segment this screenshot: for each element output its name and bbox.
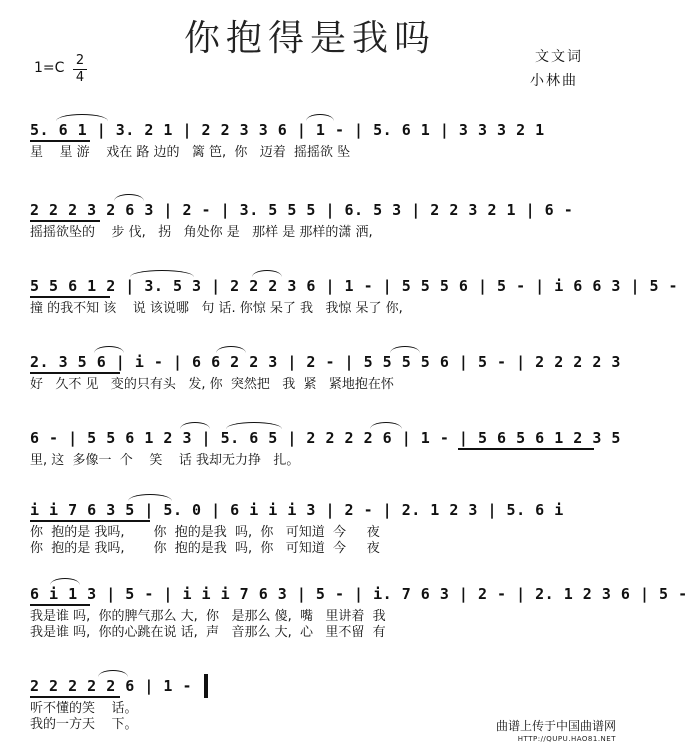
lyric-line-1: 里, 这 多像一 个 笑 话 我却无力挣 扎。	[30, 453, 300, 468]
lyric-line-2: 我的一方天 下。	[30, 717, 138, 732]
slur-mark	[130, 270, 194, 277]
notation-line: i i 7 6 3 5 | 5. 0 | 6 i i i 3 | 2 - | 2. 1 2 3 | 5. 6 i	[30, 501, 564, 519]
time-signature-bottom: 4	[75, 70, 85, 85]
notation-line: 2 2 2 2 2 6 | 1 -	[30, 677, 193, 695]
watermark-site-name: 曲谱上传于中国曲谱网	[495, 719, 616, 733]
notation-line: 6 i 1 3 | 5 - | i i i 7 6 3 | 5 - | i. 7 6 3 | 2 - | 2. 1 2 3 6 | 5 -	[30, 585, 688, 603]
lyric-line-1: 星 星 游 戏在 路 边的 篱 笆, 你 迈着 摇摇欲 坠	[30, 145, 351, 160]
key-signature: 1=C	[34, 60, 65, 76]
notation-line: 6 - | 5 5 6 1 2 3 | 5. 6 5 | 2 2 2 2 6 | 1 - | 5 6 5 6 1 2 3 5	[30, 429, 621, 447]
slur-mark	[114, 194, 144, 201]
beam-line	[30, 220, 100, 222]
slur-mark	[56, 114, 108, 121]
notation-line: 2 2 2 3 2 6 3 | 2 - | 3. 5 5 5 | 6. 5 3 | 2 2 3 2 1 | 6 -	[30, 201, 574, 219]
composer-credit: 小林曲	[530, 73, 578, 89]
slur-mark	[128, 494, 172, 501]
slur-mark	[216, 346, 246, 353]
lyric-line-1: 听不懂的笑 话。	[30, 701, 138, 716]
slur-mark	[180, 422, 210, 429]
slur-mark	[50, 578, 80, 585]
notation-line: 5. 6 1 | 3. 2 1 | 2 2 3 3 6 | 1 - | 5. 6 1 | 3 3 3 2 1	[30, 121, 545, 139]
slur-mark	[252, 270, 282, 277]
slur-mark	[226, 422, 282, 429]
slur-mark	[94, 346, 124, 353]
notation-line: 2. 3 5 6 | i - | 6 6 2 2 3 | 2 - | 5 5 5 5 6 | 5 - | 2 2 2 2 3	[30, 353, 621, 371]
slur-mark	[306, 114, 334, 121]
song-title: 你抱得是我吗	[183, 18, 436, 59]
time-signature	[73, 54, 87, 85]
lyric-line-1: 你 抱的是 我吗, 你 抱的是我 吗, 你 可知道 今 夜	[30, 525, 380, 540]
lyric-line-1: 摇摇欲坠的 步 伐, 拐 角处你 是 那样 是 那样的潇 洒,	[30, 225, 373, 240]
lyric-line-1: 我是谁 吗, 你的脾气那么 大, 你 是那么 傻, 嘴 里讲着 我	[30, 609, 386, 624]
lyric-line-1: 好 久不 见 变的只有头 发, 你 突然把 我 紧 紧地抱在怀	[30, 377, 394, 392]
beam-line	[30, 696, 120, 698]
final-barline	[204, 674, 208, 698]
beam-line	[30, 372, 120, 374]
watermark-url: HTTP://QUPU.HAO81.NET	[517, 735, 616, 743]
site-watermark	[496, 720, 616, 746]
lyric-line-2: 我是谁 吗, 你的心跳在说 话, 声 音那么 大, 心 里不留 有	[30, 625, 386, 640]
lyric-line-2: 你 抱的是 我吗, 你 抱的是我 吗, 你 可知道 今 夜	[30, 541, 380, 556]
beam-line	[30, 604, 90, 606]
notation-line: 5 5 6 1 2 | 3. 5 3 | 2 2 2 3 6 | 1 - | 5 5 5 6 | 5 - | i 6 6 3 | 5 -	[30, 277, 679, 295]
slur-mark	[390, 346, 420, 353]
slur-mark	[370, 422, 402, 429]
lyricist-credit: 文文词	[535, 49, 583, 65]
time-signature-top: 2	[75, 53, 85, 68]
beam-line	[458, 448, 594, 450]
beam-line	[30, 520, 150, 522]
beam-line	[30, 296, 110, 298]
lyric-line-1: 撞 的我不知 该 说 该说哪 句 话. 你惊 呆了 我 我惊 呆了 你,	[30, 301, 403, 316]
beam-line	[30, 140, 90, 142]
slur-mark	[98, 670, 128, 677]
